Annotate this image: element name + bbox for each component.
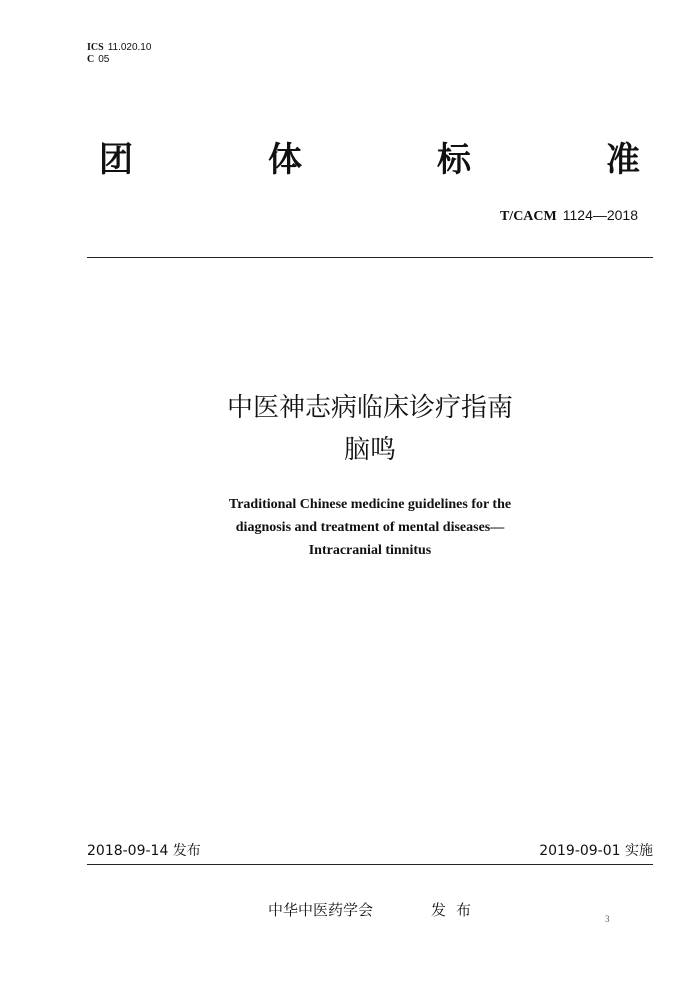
- ics-value: 11.020.10: [107, 42, 152, 53]
- ccs-label: C: [87, 54, 95, 65]
- title-english-line-1: Traditional Chinese medicine guidelines for the: [228, 497, 512, 512]
- title-english-line-3: Intracranial tinnitus: [308, 543, 432, 558]
- standard-type-char-1: 团: [99, 140, 133, 180]
- ics-label: ICS: [87, 42, 104, 53]
- ccs-code: [87, 54, 109, 66]
- title-english-line-2: diagnosis and treatment of mental diseases—: [235, 520, 505, 535]
- publisher-name: 中华中医药学会: [268, 901, 374, 919]
- standard-code-prefix: T/CACM: [499, 209, 557, 224]
- standard-type-char-3: 标: [437, 140, 471, 180]
- standard-type-char-2: 体: [268, 140, 302, 180]
- ccs-value: 05: [98, 54, 110, 65]
- standard-code-number: 1124—2018: [562, 207, 638, 223]
- publish-date: 2018-09-14 发布: [87, 843, 201, 859]
- implement-date: 2019-09-01 实施: [539, 843, 653, 859]
- ics-code: [87, 42, 151, 54]
- standard-code: [500, 206, 638, 226]
- page-number: 3: [605, 914, 610, 924]
- bottom-divider: [87, 864, 653, 865]
- standard-type-char-4: 准: [606, 140, 640, 180]
- title-chinese-main: 中医神志病临床诊疗指南: [226, 393, 513, 423]
- title-chinese-sub: 脑鸣: [343, 435, 396, 465]
- top-divider: [87, 257, 653, 258]
- publish-label: 发布: [431, 901, 482, 919]
